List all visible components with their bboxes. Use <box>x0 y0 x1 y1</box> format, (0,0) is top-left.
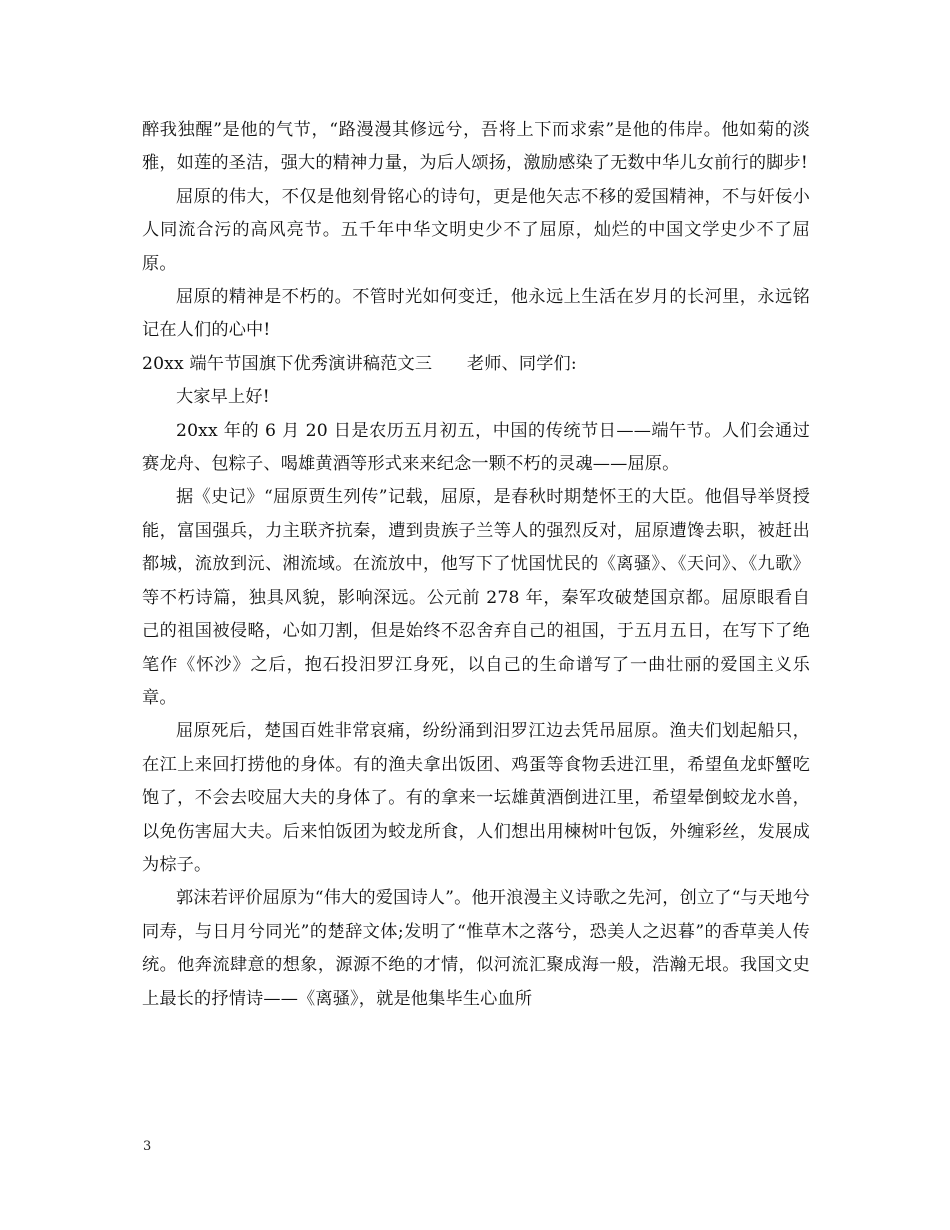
paragraph: 屈原的精神是不朽的。不管时光如何变迁，他永远上生活在岁月的长河里，永远铭记在人们的心中! <box>142 287 810 341</box>
paragraph: 20xx 年的 6 月 20 日是农历五月初五，中国的传统节日——端午节。人们会通过赛龙舟、包粽子、喝雄黄酒等形式来来纪念一颗不朽的灵魂——屈原。 <box>142 420 810 475</box>
paragraph: 郭沫若评价屈原为“伟大的爱国诗人”。他开浪漫主义诗歌之先河，创立了“与天地兮同寿，与日月兮同光”的楚辞文体;发明了“惟草木之落兮，恐美人之迟暮”的香草美人传统。他奔流肆意的想象，源源不绝的才情，似河流汇聚成海一般，浩瀚无垠。我国文史上最长的抒情诗——《离骚》，就是他集毕生心血所 <box>142 888 810 1009</box>
body-text <box>142 114 810 1016</box>
page-number: 3 <box>143 1139 152 1154</box>
section-heading: 20xx 端午节国旗下优秀演讲稿范文三 老师、同学们: <box>142 353 577 374</box>
paragraph: 屈原死后，楚国百姓非常哀痛，纷纷涌到汨罗江边去凭吊屈原。渔夫们划起船只，在江上来回打捞他的身体。有的渔夫拿出饭团、鸡蛋等食物丢进江里，希望鱼龙虾蟹吃饱了，不会去咬屈大夫的身体了。有的拿来一坛雄黄酒倒进江里，希望晕倒蛟龙水兽，以免伤害屈大夫。后来怕饭团为蛟龙所食，人们想出用楝树叶包饭，外缠彩丝，发展成为棕子。 <box>142 721 810 875</box>
paragraph-greeting: 大家早上好! <box>176 387 270 408</box>
paragraph: 据《史记》“屈原贾生列传”记载，屈原，是春秋时期楚怀王的大臣。他倡导举贤授能，富国强兵，力主联齐抗秦，遭到贵族子兰等人的强烈反对，屈原遭馋去职，被赶出都城，流放到沅、湘流域。在流放中，他写下了忧国忧民的《离骚》、《天问》、《九歌》等不朽诗篇，独具风貌，影响深远。公元前 278 年，秦军攻破楚国京都。屈原眼看自己的祖国被侵略，心如刀割，但是始终不忍舍弃自己的祖国，于五月五日，在写下了绝笔作《怀沙》之后，抱石投汨罗江身死，以自己的生命谱写了一曲壮丽的爱国主义乐章。 <box>142 487 810 708</box>
paragraph: 屈原的伟大，不仅是他刻骨铭心的诗句，更是他矢志不移的爱国精神，不与奸佞小人同流合污的高风亮节。五千年中华文明史少不了屈原，灿烂的中国文学史少不了屈原。 <box>142 186 810 274</box>
paragraph-continuation: 醉我独醒”是他的气节，“路漫漫其修远兮，吾将上下而求索”是他的伟岸。他如菊的淡雅，如莲的圣洁，强大的精神力量，为后人颂扬，激励感染了无数中华儿女前行的脚步! <box>142 120 810 174</box>
